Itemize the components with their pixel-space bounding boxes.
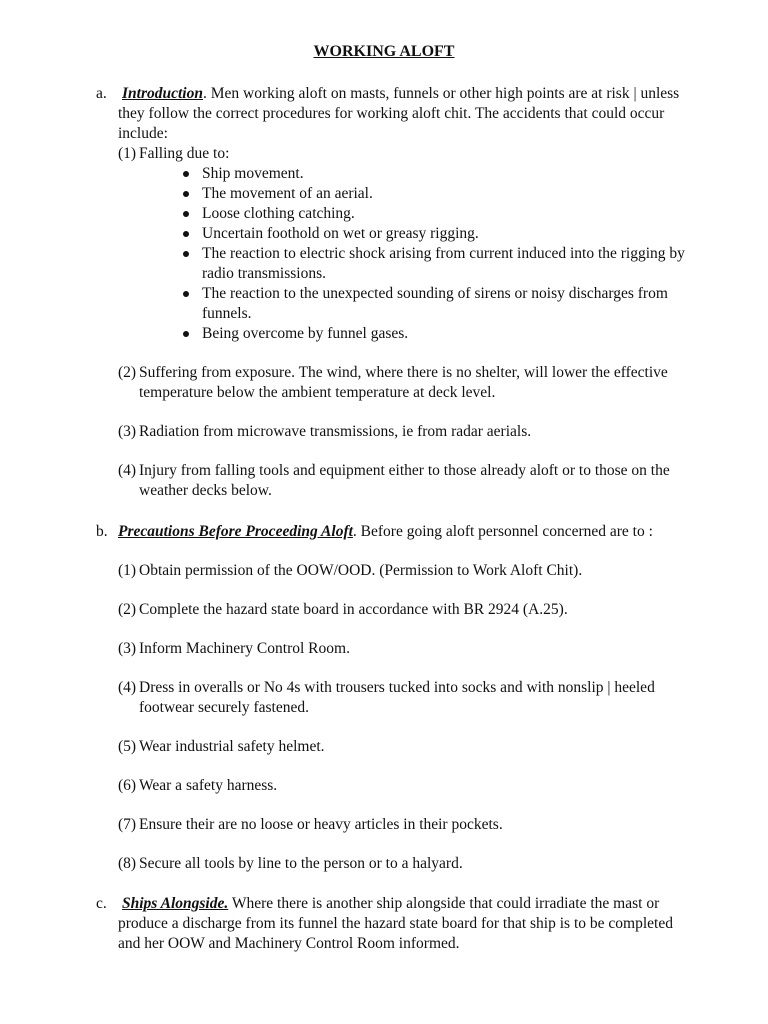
section-heading: Introduction (122, 85, 203, 102)
section-introduction (96, 84, 696, 501)
item-number: (1) (118, 145, 137, 162)
numbered-item (118, 639, 696, 659)
item-text: Wear industrial safety helmet. (139, 738, 325, 755)
item-number: (8) (118, 855, 137, 872)
item-text: Suffering from exposure. The wind, where there is no shelter, will lower the effective temperature below the ambient temperature at deck level. (139, 364, 668, 401)
item-text: Obtain permission of the OOW/OOD. (Permission to Work Aloft Chit). (139, 562, 583, 579)
section-intro-text: Where there is another ship alongside that could irradiate the mast or produce a discharge from its funnel the hazard state board for that ship is to be completed and her OOW and Machinery Control Room informed. (118, 895, 673, 952)
item-number: (3) (118, 423, 137, 440)
numbered-item (118, 561, 696, 581)
section-letter: a. (96, 85, 107, 102)
section-body (118, 84, 696, 501)
section-intro-text: . Before going aloft personnel concerned are to : (352, 523, 653, 540)
section-intro-text: . Men working aloft on masts, funnels or other high points are at risk | unless they follow the correct procedures for working aloft chit. The accidents that could occur include: (118, 85, 680, 142)
bullet-item: Ship movement. (181, 164, 696, 184)
item-number: (6) (118, 777, 137, 794)
numbered-item (118, 854, 696, 874)
item-text: Injury from falling tools and equipment either to those already aloft or to those on the weather decks below. (139, 462, 670, 499)
section-letter: b. (96, 523, 108, 540)
bullet-item: The movement of an aerial. (181, 184, 696, 204)
section-heading: Ships Alongside. (122, 895, 229, 912)
item-text: Radiation from microwave transmissions, ie from radar aerials. (139, 423, 532, 440)
numbered-item (118, 422, 696, 442)
numbered-item (118, 737, 696, 757)
section-intro-paragraph (118, 894, 696, 954)
numbered-item (118, 600, 696, 620)
section-letter: c. (96, 895, 107, 912)
item-number: (5) (118, 738, 137, 755)
item-text: Ensure their are no loose or heavy articles in their pockets. (139, 816, 503, 833)
section-precautions (96, 522, 696, 874)
bullet-item: Being overcome by funnel gases. (181, 324, 696, 344)
item-number: (2) (118, 601, 137, 618)
section-intro-paragraph (118, 522, 696, 542)
item-text: Complete the hazard state board in accordance with BR 2924 (A.25). (139, 601, 568, 618)
section-body (118, 894, 696, 954)
item-number: (1) (118, 562, 137, 579)
item-text: Secure all tools by line to the person or to a halyard. (139, 855, 463, 872)
bullet-item: Uncertain foothold on wet or greasy rigging. (181, 224, 696, 244)
bullet-item: Loose clothing catching. (181, 204, 696, 224)
numbered-item (118, 815, 696, 835)
numbered-item (118, 144, 696, 164)
item-text: Dress in overalls or No 4s with trousers tucked into socks and with nonslip | heeled footwear securely fastened. (139, 679, 655, 716)
bullet-item: The reaction to electric shock arising from current induced into the rigging by radio transmissions. (181, 244, 696, 284)
item-text: Inform Machinery Control Room. (139, 640, 350, 657)
item-number: (7) (118, 816, 137, 833)
numbered-item (118, 461, 696, 501)
section-body (118, 522, 696, 874)
item-number: (4) (118, 679, 137, 696)
numbered-item (118, 363, 696, 403)
numbered-item (118, 776, 696, 796)
bullet-list (118, 164, 696, 344)
item-number: (3) (118, 640, 137, 657)
item-number: (2) (118, 364, 137, 381)
section-intro-paragraph (118, 84, 696, 144)
item-text: Falling due to: (139, 145, 230, 162)
item-text: Wear a safety harness. (139, 777, 278, 794)
bullet-item: The reaction to the unexpected sounding of sirens or noisy discharges from funnels. (181, 284, 696, 324)
item-number: (4) (118, 462, 137, 479)
page-title: WORKING ALOFT (313, 43, 455, 60)
section-ships-alongside (96, 894, 696, 954)
numbered-item (118, 678, 696, 718)
section-heading: Precautions Before Proceeding Aloft (118, 523, 353, 540)
